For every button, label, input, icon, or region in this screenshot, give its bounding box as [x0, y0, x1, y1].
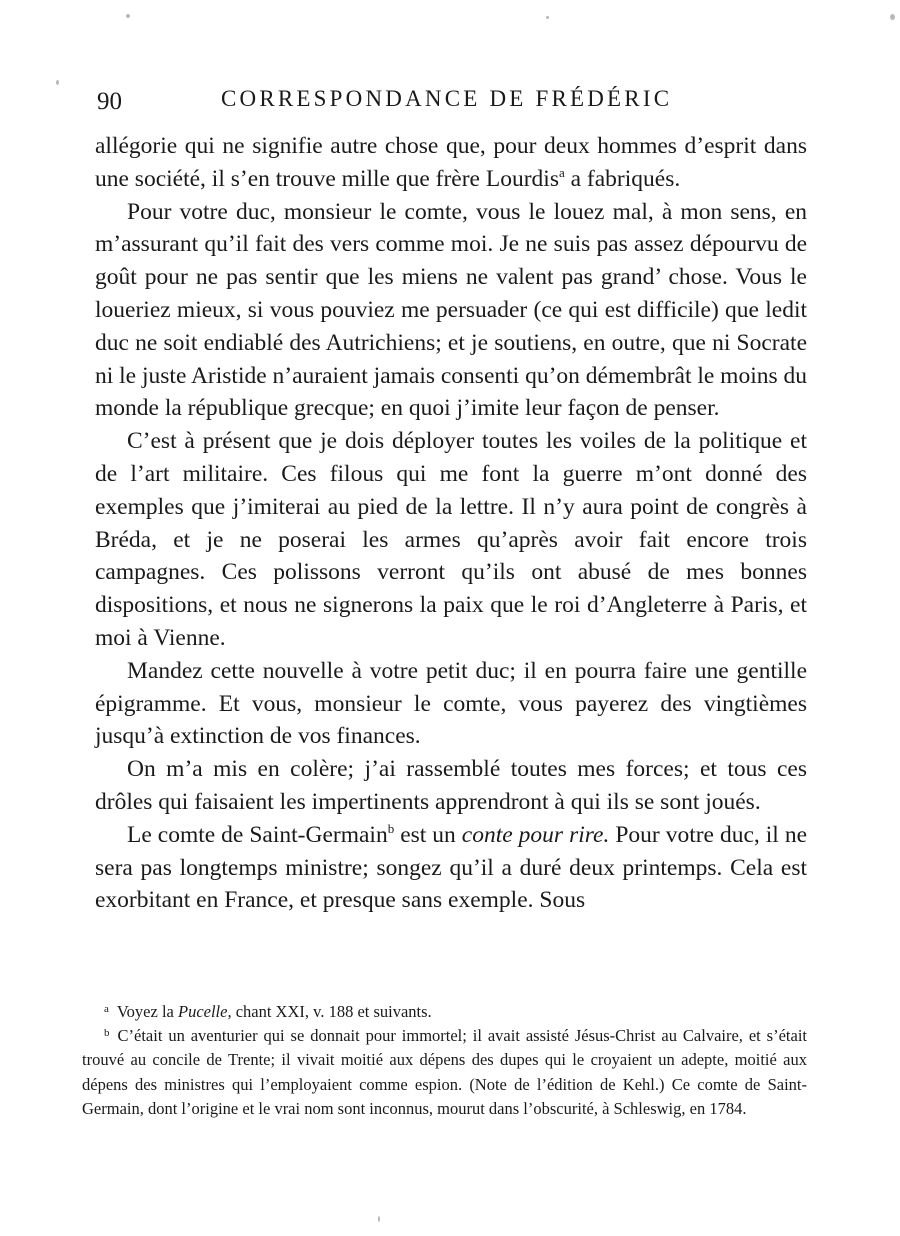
- paragraph-3: C’est à présent que je dois déployer toutes les voiles de la politique et de l’art militaire. Ces filous qui me font la guerre m’ont donné des exemples que j’imiterai au pied de la lettre. Il n’y aura point de congrès à Bréda, et je ne poserai les armes qu’après avoir fait encore trois campagnes. Ces polissons verront qu’ils ont abusé de mes bonnes dispositions, et nous ne signerons la paix que le roi d’Angleterre à Paris, et moi à Vienne.: [95, 428, 807, 651]
- page-number: 90: [97, 88, 122, 115]
- paragraph-6-start: Le comte de Saint-Germain: [127, 821, 388, 848]
- paper-speck: [378, 1216, 380, 1222]
- footnote-a: [82, 1000, 807, 1024]
- letter-body: [95, 130, 807, 917]
- note-call-b: b: [387, 820, 395, 836]
- footnote-a-before: Voyez la: [116, 1002, 178, 1021]
- paper-speck: [546, 16, 549, 19]
- note-call-a: a: [558, 164, 565, 180]
- paragraph-2: Pour votre duc, monsieur le comte, vous le louez mal, à mon sens, en m’assurant qu’il fait des vers comme moi. Je ne suis pas assez dépourvu de goût pour ne pas sentir que les miens ne valent pas grand’ chose. Vous le loueriez mieux, si vous pouviez me persuader (ce qui est difficile) que ledit duc ne soit endiablé des Autrichiens; et je soutiens, en outre, que ni Socrate ni le juste Aristide n’auraient jamais consenti qu’on démembrât le moins du monde la république grecque; en quoi j’imite leur façon de penser.: [95, 198, 808, 422]
- footnote-b-text: C’était un aventurier qui se donnait pour immortel; il avait assisté Jésus-Christ au Calvaire, et s’était trouvé au concile de Trente; il vivait moitié aux dépens des dupes qui le croyaient un adepte, moitié aux dépens des ministres qui l’employaient comme espion. (Note de l’édition de Kehl.) Ce comte de Saint-Germain, dont l’origine et le vrai nom sont inconnus, mourut dans l’obscurité, à Schleswig, en 1784.: [82, 1026, 807, 1118]
- footnote-a-mark: a: [104, 1003, 109, 1015]
- paragraph-6-mid: est un: [394, 821, 462, 848]
- paragraph-6-italic: conte pour rire.: [461, 821, 610, 848]
- footnote-a-after: chant XXI, v. 188 et suivants.: [231, 1002, 432, 1021]
- paper-speck: [56, 80, 59, 85]
- paragraph-1: [95, 130, 807, 196]
- paragraph-1-text: allégorie qui ne signifie autre chose que, pour deux hommes d’esprit dans une société, il s’en trouve mille que frère Lourdis: [95, 133, 807, 192]
- paragraph-4: Mandez cette nouvelle à votre petit duc; il en pourra faire une gentille épigramme. Et vous, monsieur le comte, vous payerez des vingtièmes jusqu’à extinction de vos finances.: [95, 657, 807, 750]
- running-title: CORRESPONDANCE DE FRÉDÉRIC: [221, 86, 673, 111]
- paper-speck: [126, 14, 130, 18]
- running-head: [97, 86, 787, 116]
- paragraph-5: On m’a mis en colère; j’ai rassemblé toutes mes forces; et tous ces drôles qui faisaient les impertinents apprendront à qui ils se sont joués.: [95, 756, 807, 815]
- footnotes: [82, 1000, 807, 1121]
- footnote-b: [82, 1024, 807, 1121]
- paragraph-6: [95, 819, 807, 917]
- paragraph-1-end: a fabriqués.: [564, 165, 681, 192]
- footnote-b-mark: b: [104, 1027, 110, 1040]
- paper-speck: [890, 14, 895, 20]
- footnote-a-italic: Pucelle,: [177, 1002, 232, 1021]
- paragraph-6-end: Pour votre duc, il ne sera pas longtemps ministre; songez qu’il a duré deux printemps. Cela est exorbitant en France, et presque sans exemple. Sous: [95, 821, 808, 914]
